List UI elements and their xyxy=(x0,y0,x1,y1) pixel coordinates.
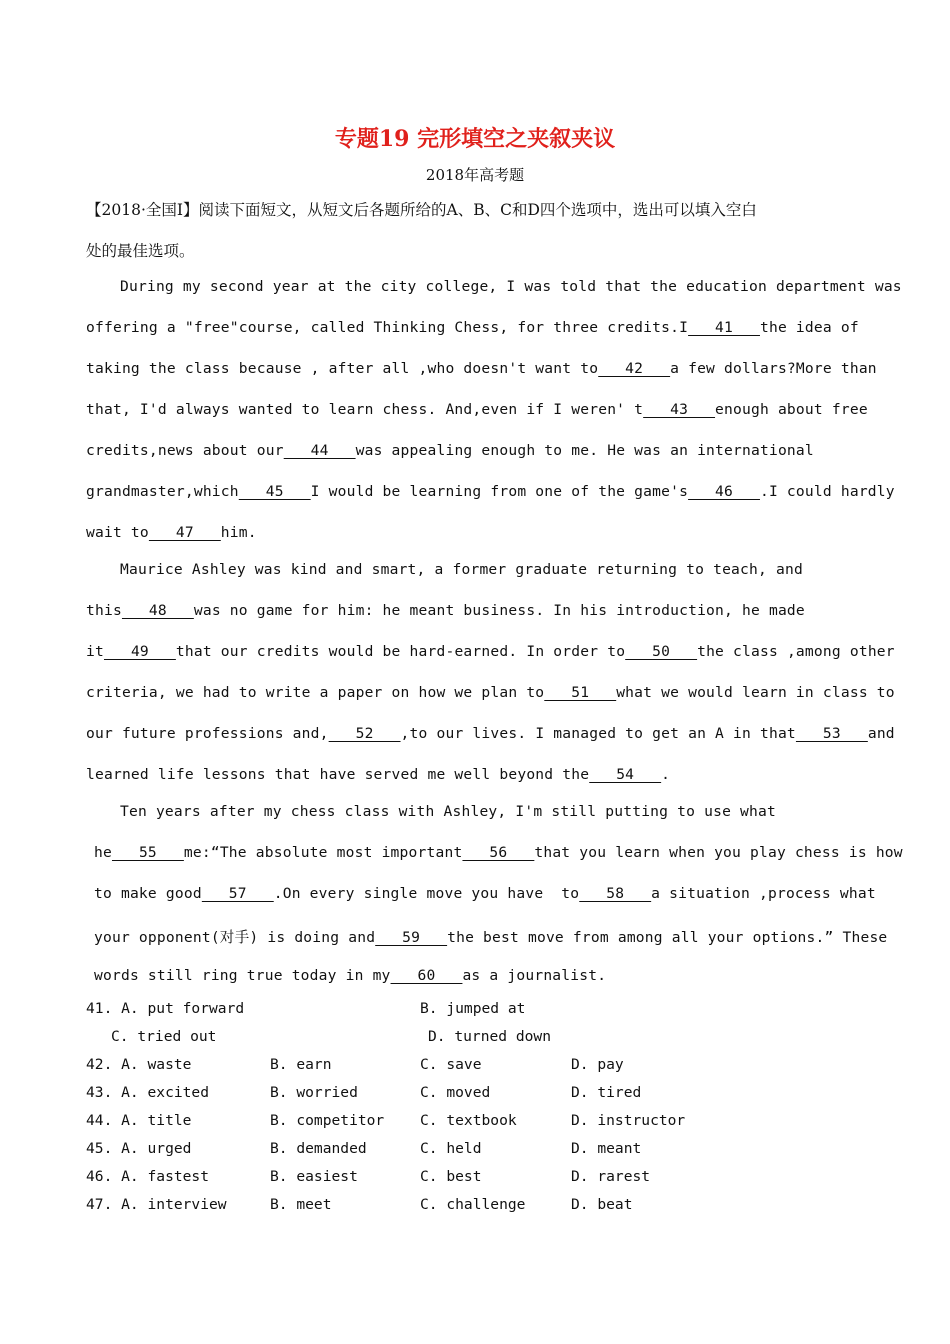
passage-line xyxy=(120,803,776,820)
passage-text: was appealing enough to me. He was an international xyxy=(355,442,814,459)
option-item: D. instructor xyxy=(571,1112,686,1129)
option-item: C. tried out xyxy=(111,1028,217,1045)
blank-number: 54 xyxy=(589,766,662,783)
passage-text: was no game for him: he meant business. In his introduction, he made xyxy=(193,602,805,619)
option-item: 46. A. fastest xyxy=(86,1168,210,1185)
passage-text: him. xyxy=(220,524,257,541)
passage-line xyxy=(86,725,895,742)
option-item: C. best xyxy=(420,1168,482,1185)
option-item: B. earn xyxy=(270,1056,332,1073)
option-item: D. meant xyxy=(571,1140,642,1157)
blank-number: 44 xyxy=(283,442,356,459)
blank-number: 48 xyxy=(121,602,194,619)
passage-text: this xyxy=(86,602,122,619)
option-item: B. meet xyxy=(270,1196,332,1213)
option-item: 42. A. waste xyxy=(86,1056,192,1073)
passage-line xyxy=(120,561,803,578)
option-item: C. textbook xyxy=(420,1112,517,1129)
option-item: C. challenge xyxy=(420,1196,526,1213)
passage-text: Ten years after my chess class with Ashley, I'm still putting to use what xyxy=(120,803,776,820)
blank-number: 43 xyxy=(643,401,716,418)
passage-line xyxy=(86,602,805,619)
passage-text: ,to our lives. I managed to get an A in that xyxy=(400,725,796,742)
passage-text: learned life lessons that have served me well beyond the xyxy=(86,766,590,783)
passage-text: wait to xyxy=(86,524,149,541)
option-item: 41. A. put forward xyxy=(86,1000,245,1017)
option-item: B. competitor xyxy=(270,1112,385,1129)
blank-number: 42 xyxy=(598,360,671,377)
option-item: C. moved xyxy=(420,1084,491,1101)
blank-number: 46 xyxy=(688,483,760,500)
option-item: B. demanded xyxy=(270,1140,367,1157)
passage-text: words still ring true today in my xyxy=(94,967,391,984)
passage-line xyxy=(86,401,868,418)
option-item: B. jumped at xyxy=(420,1000,526,1017)
passage-text: grandmaster,which xyxy=(86,483,239,500)
option-item: D. tired xyxy=(571,1084,642,1101)
passage-text: . xyxy=(661,766,671,783)
passage-line xyxy=(94,967,606,984)
passage-text: the best move from among all your options.” These xyxy=(447,929,888,946)
passage-line xyxy=(86,766,670,783)
passage-line xyxy=(94,844,903,861)
option-item: D. pay xyxy=(571,1056,624,1073)
passage-text: that you learn when you play chess is how xyxy=(534,844,903,861)
passage-text: I would be learning from one of the game's xyxy=(310,483,689,500)
passage-line xyxy=(86,483,895,500)
option-item: C. save xyxy=(420,1056,482,1073)
passage-text: .I could hardly xyxy=(759,483,895,500)
passage-text: as a journalist. xyxy=(462,967,607,984)
passage-text: a few dollars?More than xyxy=(670,360,877,377)
blank-number: 52 xyxy=(328,725,401,742)
option-item: D. turned down xyxy=(428,1028,552,1045)
blank-number: 51 xyxy=(544,684,617,701)
passage-line xyxy=(86,524,257,541)
passage-text: offering a "free"course, called Thinking Chess, for three credits.I xyxy=(86,319,689,336)
passage-text: During my second year at the city college, I was told that the education department was xyxy=(120,278,902,295)
option-item: 45. A. urged xyxy=(86,1140,192,1157)
blank-number: 41 xyxy=(688,319,760,336)
option-item: D. rarest xyxy=(571,1168,651,1185)
passage-text: credits,news about our xyxy=(86,442,284,459)
passage-text: that, I'd always wanted to learn chess. And,even if I weren' t xyxy=(86,401,644,418)
passage-text: the idea of xyxy=(759,319,859,336)
option-item: B. worried xyxy=(270,1084,358,1101)
passage-text: enough about free xyxy=(715,401,868,418)
passage-text: that our credits would be hard-earned. In order to xyxy=(175,643,626,660)
passage-line xyxy=(86,360,877,377)
passage-text: the class ,among other xyxy=(697,643,895,660)
blank-number: 49 xyxy=(103,643,176,660)
passage-line xyxy=(120,278,902,295)
passage-text: taking the class because , after all ,who doesn't want to xyxy=(86,360,599,377)
option-item: B. easiest xyxy=(270,1168,358,1185)
passage-line xyxy=(86,643,895,660)
passage-line xyxy=(94,885,876,902)
instruction-line-2: 处的最佳选项。 xyxy=(86,242,195,260)
blank-number: 60 xyxy=(390,967,463,984)
page-subtitle: 2018年高考题 xyxy=(425,166,525,184)
instruction-line-1: 【2018·全国I】阅读下面短文，从短文后各题所给的A、B、C和D四个选项中，选出可以填入空白 xyxy=(86,201,757,219)
passage-text: what we would learn in class to xyxy=(616,684,895,701)
blank-number: 58 xyxy=(579,885,652,902)
passage-text: he xyxy=(94,844,112,861)
passage-text: it xyxy=(86,643,104,660)
option-item: 44. A. title xyxy=(86,1112,192,1129)
blank-number: 53 xyxy=(795,725,868,742)
passage-text: criteria, we had to write a paper on how we plan to xyxy=(86,684,545,701)
passage-text: to make good xyxy=(94,885,202,902)
passage-text: Maurice Ashley was kind and smart, a former graduate returning to teach, and xyxy=(120,561,803,578)
option-item: 43. A. excited xyxy=(86,1084,210,1101)
passage-line xyxy=(86,319,859,336)
option-item: 47. A. interview xyxy=(86,1196,227,1213)
passage-text: a situation ,process what xyxy=(651,885,876,902)
passage-line xyxy=(86,442,814,459)
blank-number: 55 xyxy=(111,844,184,861)
passage-text: and xyxy=(867,725,895,742)
passage-text: our future professions and, xyxy=(86,725,329,742)
blank-number: 47 xyxy=(148,524,221,541)
passage-line xyxy=(86,684,895,701)
page-title: 专题19 完形填空之夹叙夹议 xyxy=(334,126,616,152)
passage-text: me:“The absolute most important xyxy=(183,844,463,861)
blank-number: 59 xyxy=(375,929,448,946)
passage-line xyxy=(94,926,887,947)
blank-number: 56 xyxy=(462,844,535,861)
passage-text: .On every single move you have to xyxy=(273,885,580,902)
option-item: C. held xyxy=(420,1140,482,1157)
passage-text: your opponent(对手) is doing and xyxy=(94,929,376,946)
blank-number: 57 xyxy=(201,885,274,902)
blank-number: 45 xyxy=(238,483,311,500)
option-item: D. beat xyxy=(571,1196,633,1213)
blank-number: 50 xyxy=(625,643,698,660)
